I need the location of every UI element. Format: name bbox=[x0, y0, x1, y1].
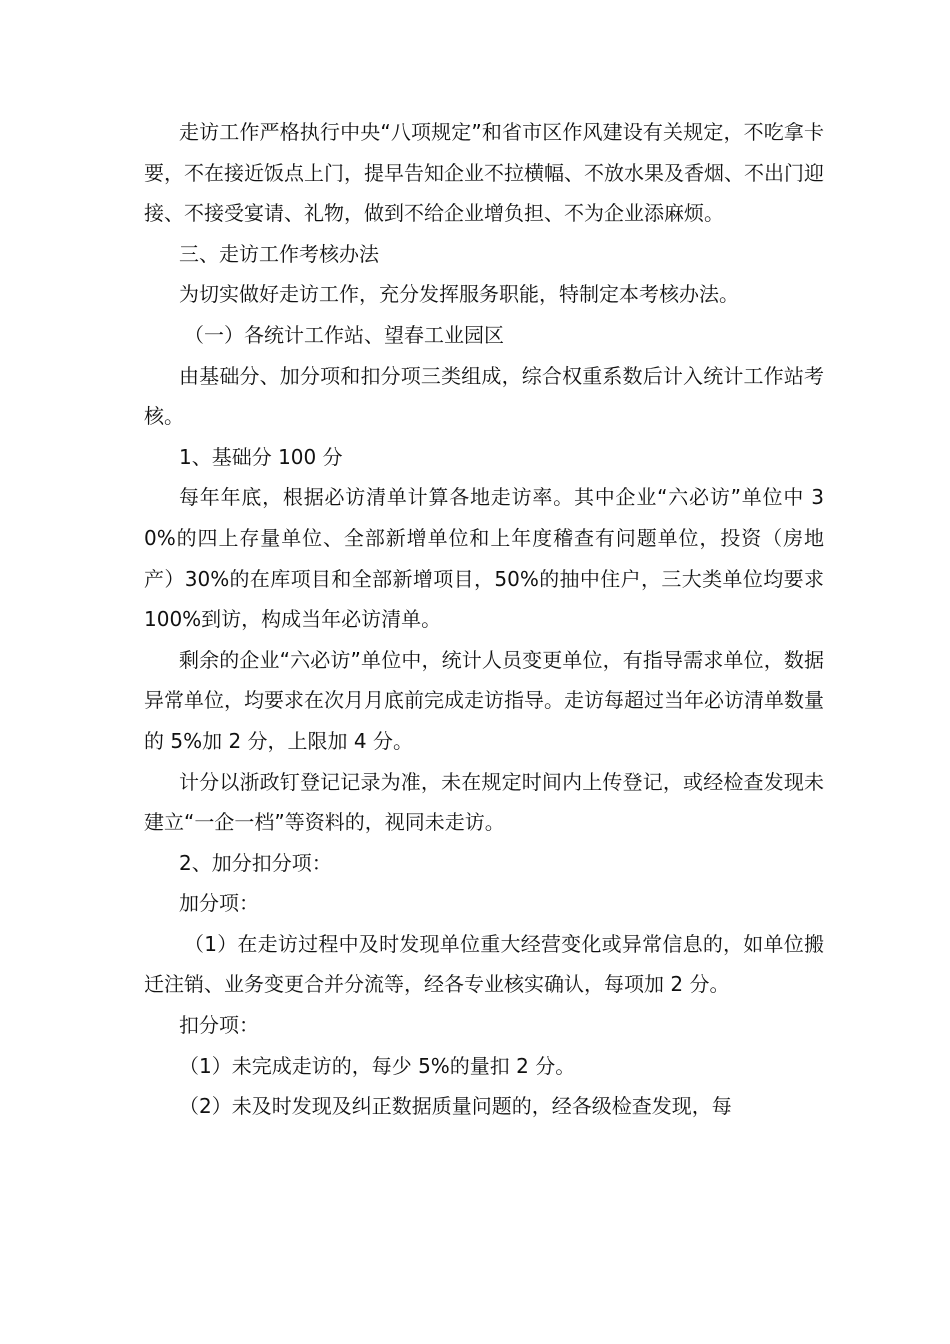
paragraph-scoring-basis: 计分以浙政钉登记记录为准，未在规定时间内上传登记，或经检查发现未建立“一企一档”等资料的，视同未走访。 bbox=[144, 769, 824, 835]
heading-bonus-deduction: 2、加分扣分项： bbox=[179, 850, 332, 875]
paragraph-deduction-item-2: （2）未及时发现及纠正数据质量问题的，经各级检查发现，每 bbox=[179, 1094, 732, 1119]
paragraph-deduction-item-1: （1）未完成走访的，每少 5%的量扣 2 分。 bbox=[179, 1053, 576, 1078]
heading-bonus-items: 加分项： bbox=[179, 891, 259, 916]
paragraph-work-discipline: 走访工作严格执行中央“八项规定”和省市区作风建设有关规定，不吃拿卡要，不在接近饭点上门，提早告知企业不拉横幅、不放水果及香烟、不出门迎接、不接受宴请、礼物，做到不给企业增负担、不为企业添麻烦。 bbox=[144, 120, 824, 226]
document-body bbox=[144, 112, 824, 1127]
paragraph-remaining-units: 剩余的企业“六必访”单位中，统计人员变更单位，有指导需求单位，数据异常单位，均要求在次月月底前完成走访指导。走访每超过当年必访清单数量的 5%加 2 分，上限加 4 分。 bbox=[144, 647, 824, 753]
paragraph-mandatory-list: 每年年底，根据必访清单计算各地走访率。其中企业“六必访”单位中 30%的四上存量单位、全部新增单位和上年度稽查有问题单位，投资（房地产）30%的在库项目和全部新增项目，50%的抽中住户，三大类单位均要求 100%到访，构成当年必访清单。 bbox=[144, 485, 824, 632]
heading-deduction-items: 扣分项： bbox=[179, 1013, 259, 1038]
paragraph-assessment-intro: 为切实做好走访工作，充分发挥服务职能，特制定本考核办法。 bbox=[179, 282, 739, 307]
heading-subsection-one: （一）各统计工作站、望春工业园区 bbox=[184, 322, 504, 347]
heading-section-three: 三、走访工作考核办法 bbox=[179, 241, 379, 266]
paragraph-score-composition: 由基础分、加分项和扣分项三类组成，综合权重系数后计入统计工作站考核。 bbox=[144, 363, 824, 429]
heading-base-score: 1、基础分 100 分 bbox=[179, 444, 343, 469]
paragraph-bonus-item-1: （1）在走访过程中及时发现单位重大经营变化或异常信息的，如单位搬迁注销、业务变更合并分流等，经各专业核实确认，每项加 2 分。 bbox=[144, 931, 824, 997]
